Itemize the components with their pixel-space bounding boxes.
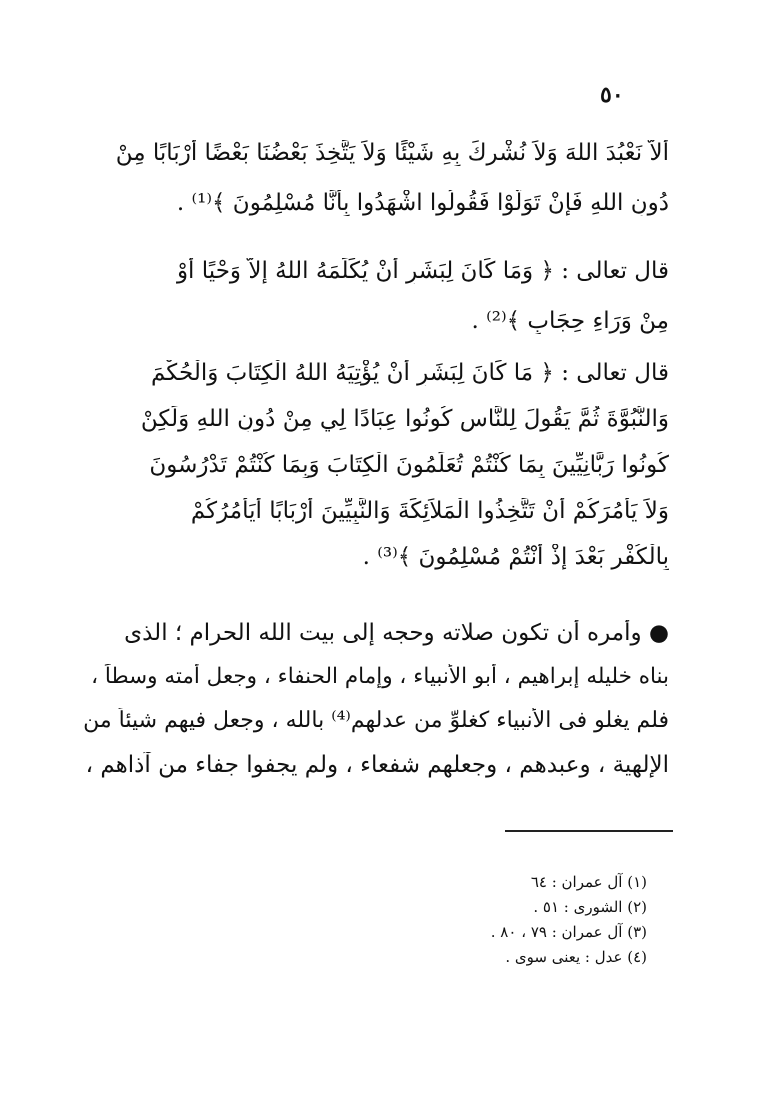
text-line: وَلاَ يَأْمُرَكُمْ أَنْ تَتَّخِذُوا الْمَلاَئِكَةَ وَالنَّبِيِّينَ أَرْبَابًا أَيَأْمُرُكُمْ [190,498,669,524]
footnote: (٢) الشورى : ٥١ . [533,898,647,916]
text-line: بناه خليله إبراهيم ، أبو الأنبياء ، وإمام الحنفاء ، وجعل أمته وسطاً ، [91,664,669,689]
quran-verse-paragraph-2 [81,258,669,348]
text-line: وَالنُّبُوَّةَ ثُمَّ يَقُولَ لِلنَّاسِ كُونُوا عِبَادًا لِي مِنْ دُونِ اللهِ وَلَكِنْ [140,406,669,432]
text-line: قال تعالى : ﴿ وَمَا كَانَ لِبَشَرٍ أَنْ يُكَلِّمَهُ اللهُ إِلاَّ وَحْيًا أَوْ [176,258,669,284]
quran-verse-paragraph-1 [81,140,669,230]
footnote-divider [505,830,673,832]
body-paragraph [81,620,669,810]
footnote: (٣) آل عمران : ٧٩ ، ٨٠ . [490,923,647,941]
footnotes [347,870,647,970]
footnote: (١) آل عمران : ٦٤ [530,873,647,891]
text-line: أَلاَّ نَعْبُدَ اللهَ وَلاَ نُشْرِكَ بِهِ شَيْئًا وَلاَ يَتَّخِذَ بَعْضُنَا بَعْضًا أَرْبَابًا مِنْ [115,140,669,166]
page-number: ٥٠ [600,82,624,108]
text-line: بِالْكُفْرِ بَعْدَ إِذْ أَنْتُمْ مُسْلِمُونَ ﴾⁽³⁾ . [362,544,669,570]
quran-verse-paragraph-3 [81,360,669,590]
text-line: مِنْ وَرَاءِ حِجَابٍ ﴾⁽²⁾ . [471,308,669,334]
text-line: فلم يغلو فى الأنبياء كغلوِّ من عدلهم⁽⁴⁾ بالله ، وجعل فيهم شيئاً من [83,708,669,733]
text-line: قال تعالى : ﴿ مَا كَانَ لِبَشَرٍ أَنْ يُؤْتِيَهُ اللهُ الْكِتَابَ وَالْحُكْمَ [150,360,669,386]
text-line: ● وأمره أن تكون صلاته وحجه إلى بيت الله الحرام ؛ الذى [124,620,669,646]
text-line: كُونُوا رَبَّانِيِّينَ بِمَا كُنْتُمْ تُعَلِّمُونَ الْكِتَابَ وَبِمَا كُنْتُمْ تَدْرُسُونَ [149,452,669,478]
footnote: (٤) عدل : يعنى سوى . [505,948,647,966]
text-line: دُونِ اللهِ فَإِنْ تَوَلَّوْا فَقُولُوا اشْهَدُوا بِأَنَّا مُسْلِمُونَ ﴾⁽¹⁾ . [176,190,669,216]
text-line: الإلهية ، وعبدهم ، وجعلهم شفعاء ، ولم يجفوا جفاء من آذاهم ، [85,752,669,778]
